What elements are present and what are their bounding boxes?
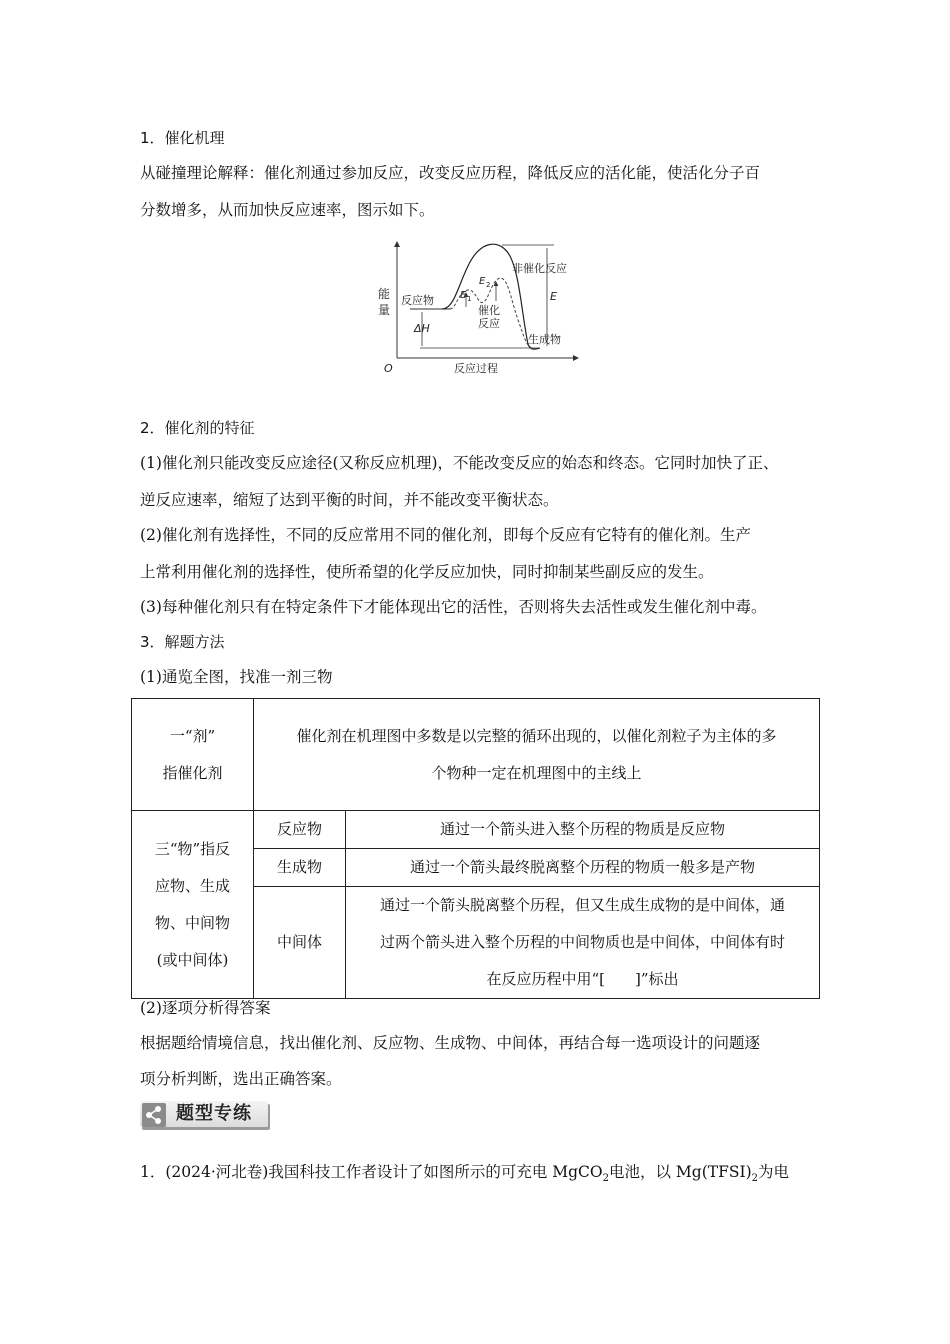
product-label-cell: 生成物 (254, 849, 346, 887)
section3-step2-line1: 根据题给情境信息，找出催化剂、反应物、生成物、中间体，再结合每一选项设计的问题逐 (140, 1034, 761, 1052)
product-description-cell: 通过一个箭头最终脱离整个历程的物质一般多是产物 (346, 849, 820, 887)
section2-heading: 2．催化剂的特征 (140, 419, 255, 437)
e-label: E (550, 290, 557, 303)
section1-paragraph-line2: 分数增多，从而加快反应速率，图示如下。 (140, 201, 435, 219)
catalyst-header-line1: 一“剂” (169, 726, 216, 745)
three-substances-header-line4: (或中间体) (156, 950, 229, 969)
table-row (132, 699, 820, 811)
question1-subscript-2: 2 (751, 1173, 759, 1185)
origin-label: O (384, 362, 393, 375)
table-row (132, 811, 820, 849)
section3-step1: (1)通览全图，找准一剂三物 (140, 668, 333, 686)
y-axis-label-2: 量 (378, 303, 391, 317)
reactant-description-cell: 通过一个箭头进入整个历程的物质是反应物 (346, 811, 820, 849)
section1-paragraph-line1: 从碰撞理论解释：催化剂通过参加反应，改变反应历程，降低反应的活化能，使活化分子百 (140, 164, 761, 182)
catalyzed-label-1: 催化 (478, 304, 500, 317)
section3-step2-line2: 项分析判断，选出正确答案。 (140, 1070, 342, 1088)
e1-subscript: 1 (467, 295, 472, 303)
e1-label: E (460, 290, 467, 301)
delta-h-label: ΔH (414, 322, 430, 335)
question1-subscript-1: 2 (602, 1173, 609, 1185)
product-label: 生成物 (528, 333, 561, 346)
section3-step2: (2)逐项分析得答案 (140, 999, 271, 1017)
intermediate-description-line3: 在反应历程中用“[ ]”标出 (486, 970, 679, 988)
intermediate-description-cell (346, 887, 820, 999)
question1-suffix: 为电 (758, 1163, 790, 1181)
catalyst-description-line1: 催化剂在机理图中多数是以完整的循环出现的，以催化剂粒子为主体的多 (296, 726, 777, 745)
section3-heading: 3．解题方法 (140, 633, 225, 651)
intermediate-description-line2: 过两个箭头进入整个历程的中间物质也是中间体，中间体有时 (379, 933, 785, 951)
e2-subscript: 2 (486, 281, 491, 289)
three-substances-header-line2: 应物、生成 (154, 876, 230, 895)
reactant-label-cell: 反应物 (254, 811, 346, 849)
question1-middle: 电池，以 Mg(TFSI) (609, 1163, 752, 1181)
three-substances-header-line3: 物、中间物 (154, 913, 230, 932)
three-substances-header-line1: 三“物”指反 (154, 839, 231, 858)
section2-item3-line1: (3)每种催化剂只有在特定条件下才能体现出它的活性，否则将失去活性或发生催化剂中毒。 (140, 598, 767, 616)
question1-prefix: 1．(2024·河北卷)我国科技工作者设计了如图所示的可充电 MgCO (140, 1163, 603, 1181)
section1-heading: 1．催化机理 (140, 129, 225, 147)
intermediate-description-line1: 通过一个箭头脱离整个历程，但又生成生成物的是中间体，通 (379, 896, 785, 914)
uncatalyzed-curve (442, 244, 540, 349)
catalyst-description-line2: 个物种一定在机理图中的主线上 (431, 763, 642, 782)
y-axis-label-1: 能 (378, 287, 391, 301)
catalyst-header-line2: 指催化剂 (162, 763, 223, 782)
three-substances-header-cell (132, 811, 254, 999)
reactant-label: 反应物 (401, 294, 434, 307)
uncatalyzed-label: 非催化反应 (512, 262, 567, 275)
e2-label: E (479, 276, 486, 287)
practice-banner (140, 1099, 268, 1129)
catalyst-description-cell (254, 699, 820, 811)
intermediate-label-cell: 中间体 (254, 887, 346, 999)
section2-item2-line2: 上常利用催化剂的选择性，使所希望的化学反应加快，同时抑制某些副反应的发生。 (140, 563, 714, 581)
question1-line (140, 1162, 789, 1189)
section2-item1-line2: 逆反应速率，缩短了达到平衡的时间，并不能改变平衡状态。 (140, 491, 559, 509)
x-axis-label: 反应过程 (454, 362, 498, 375)
banner-title: 题型专练 (176, 1103, 252, 1124)
section2-item1-line1: (1)催化剂只能改变反应途径(又称反应机理)，不能改变反应的始态和终态。它同时加快了正、 (140, 454, 779, 472)
section2-item2-line1: (2)催化剂有选择性，不同的反应常用不同的催化剂，即每个反应有它特有的催化剂。生产 (140, 526, 751, 544)
share-icon (142, 1103, 166, 1127)
method-table (131, 698, 820, 999)
catalyzed-label-2: 反应 (478, 317, 500, 330)
energy-diagram (372, 236, 582, 381)
catalyst-header-cell (132, 699, 254, 811)
